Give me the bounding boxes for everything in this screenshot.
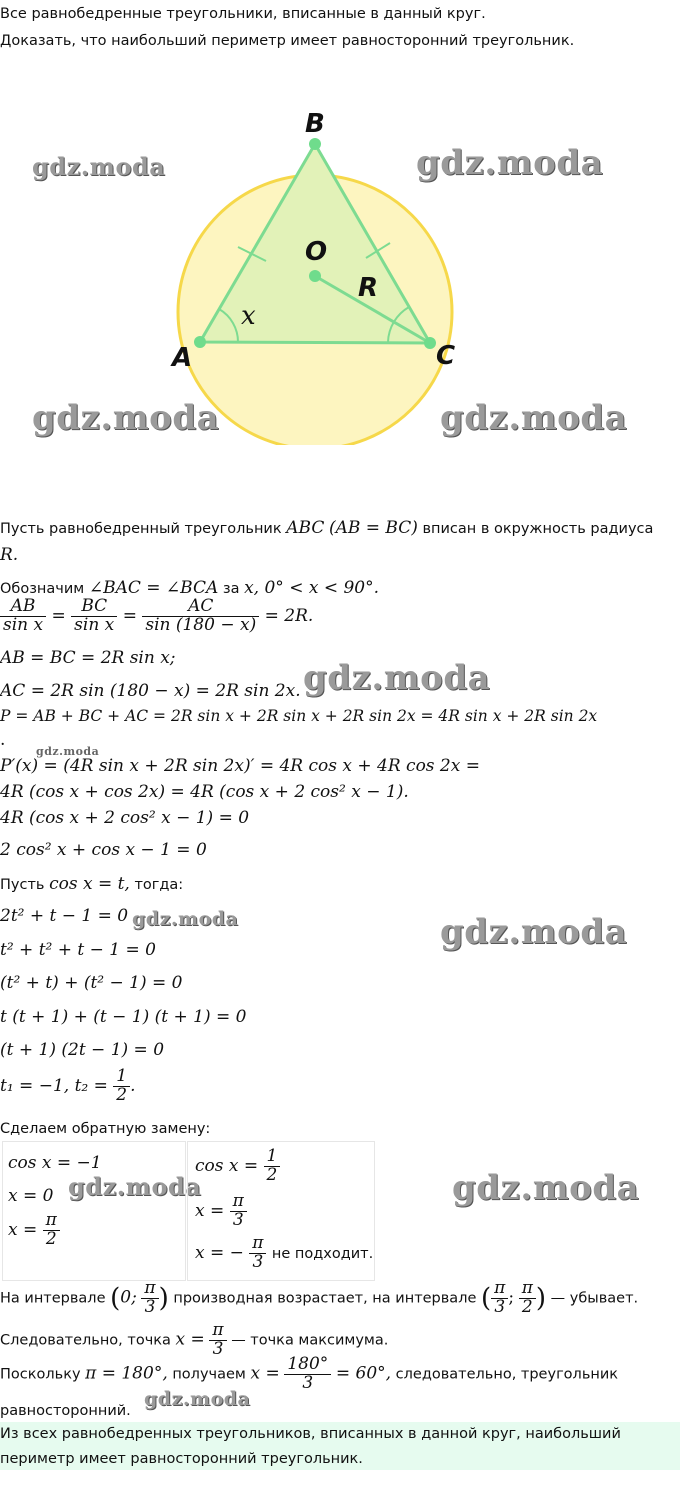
eq-t-roots: t₁ = −1, t₂ = $\frac{1}{2}$ . — [0, 1066, 136, 1105]
point-o — [309, 270, 321, 282]
case-left-eq3: x = $\frac{\pi}{2}$ — [8, 1212, 60, 1249]
watermark: gdz.moda — [68, 1172, 202, 1201]
watermark: gdz.moda — [144, 1388, 251, 1410]
watermark: gdz.moda — [440, 398, 628, 438]
case-left-eq1: cos x = −1 — [8, 1153, 102, 1173]
since-line: Поскольку π = 180°, получаем x = $\frac{180^\circ}{3}$ = 60°, следовательно, треугольник — [0, 1354, 619, 1393]
eq-zero: 4R (cos x + 2 cos² x − 1) = 0 — [0, 808, 250, 828]
watermark: gdz.moda — [303, 658, 491, 698]
point-a — [194, 336, 206, 348]
back-substitution: Сделаем обратную замену: — [0, 1121, 211, 1137]
label-r: R — [358, 273, 379, 303]
label-o: O — [305, 237, 328, 267]
intro-line: Пусть равнобедренный треугольник ABC (AB = BC) вписан в окружность радиуса — [0, 518, 654, 538]
eq-perimeter-dot: . — [0, 730, 6, 750]
intro-radius: R. — [0, 545, 19, 565]
eq-t1: 2t² + t − 1 = 0 — [0, 906, 129, 926]
eq-derivative: P′(x) = (4R sin x + 2R sin 2x)′ = 4R cos x + 4R cos 2x = — [0, 756, 480, 776]
eq-ac: AC = 2R sin (180 − x) = 2R sin 2x. — [0, 681, 301, 701]
maximum-line: Следовательно, точка x = $\frac{\pi}{3}$ — точка максимума. — [0, 1320, 389, 1359]
watermark: gdz.moda — [132, 908, 239, 930]
problem-line-2: Доказать, что наибольший периметр имеет равносторонний треугольник. — [0, 33, 575, 49]
conclusion-line-2: периметр имеет равносторонний треугольник. — [0, 1451, 363, 1467]
interval-line: На интервале (0; $\frac{\pi}{3}$ ) производная возрастает, на интервале ( $\frac{\pi}{3}$ ; $\frac{\pi}{2}$ ) — убывает. — [0, 1278, 639, 1317]
watermark: gdz.moda — [416, 143, 604, 183]
label-b: B — [305, 109, 325, 139]
point-b — [309, 138, 321, 150]
eq-quadratic: 2 cos² x + cos x − 1 = 0 — [0, 840, 207, 860]
case-right-eq3: x = − $\frac{\pi}{3}$ не подходит. — [195, 1233, 374, 1272]
label-x: x — [241, 301, 256, 331]
point-c — [424, 337, 436, 349]
substitution-line: Пусть cos x = t, тогда: — [0, 874, 184, 894]
conclusion-line-1: Из всех равнобедренных треугольников, вписанных в данной круг, наибольший — [0, 1426, 621, 1442]
sine-law: $\frac{AB}{\text{sin x}}$ = $\frac{BC}{\text{sin x}}$ = $\frac{AC}{\sin (180 - x)}$ = 2R. — [0, 598, 313, 635]
label-a: A — [172, 343, 193, 373]
eq-ab-bc: AB = BC = 2R sin x; — [0, 648, 176, 668]
eq-t2: t² + t² + t − 1 = 0 — [0, 940, 156, 960]
eq-perimeter: P = AB + BC + AC = 2R sin x + 2R sin x + 2R sin 2x = 4R sin x + 2R sin 2x — [0, 707, 598, 725]
eq-t4: t (t + 1) + (t − 1) (t + 1) = 0 — [0, 1007, 247, 1027]
case-left-eq2: x = 0 — [8, 1186, 54, 1206]
problem-line-1: Все равнобедренные треугольники, вписанные в данный круг. — [0, 6, 486, 22]
eq-t5: (t + 1) (2t − 1) = 0 — [0, 1040, 165, 1060]
watermark: gdz.moda — [36, 745, 100, 758]
watermark: gdz.moda — [440, 912, 628, 952]
watermark: gdz.moda — [32, 398, 220, 438]
watermark: gdz.moda — [452, 1168, 640, 1208]
label-c: C — [436, 341, 456, 371]
case-right-eq1: cos x = $\frac{1}{2}$ — [195, 1148, 280, 1185]
eq-t3: (t² + t) + (t² − 1) = 0 — [0, 973, 183, 993]
since-line-2: равносторонний. — [0, 1403, 131, 1419]
denote-line: Обозначим ∠BAC = ∠BCA за x, 0° < x < 90°. — [0, 578, 380, 598]
watermark: gdz.moda — [32, 152, 166, 181]
eq-derivative-2: 4R (cos x + cos 2x) = 4R (cos x + 2 cos² x − 1). — [0, 782, 409, 802]
case-right-eq2: x = $\frac{\pi}{3}$ — [195, 1193, 247, 1230]
